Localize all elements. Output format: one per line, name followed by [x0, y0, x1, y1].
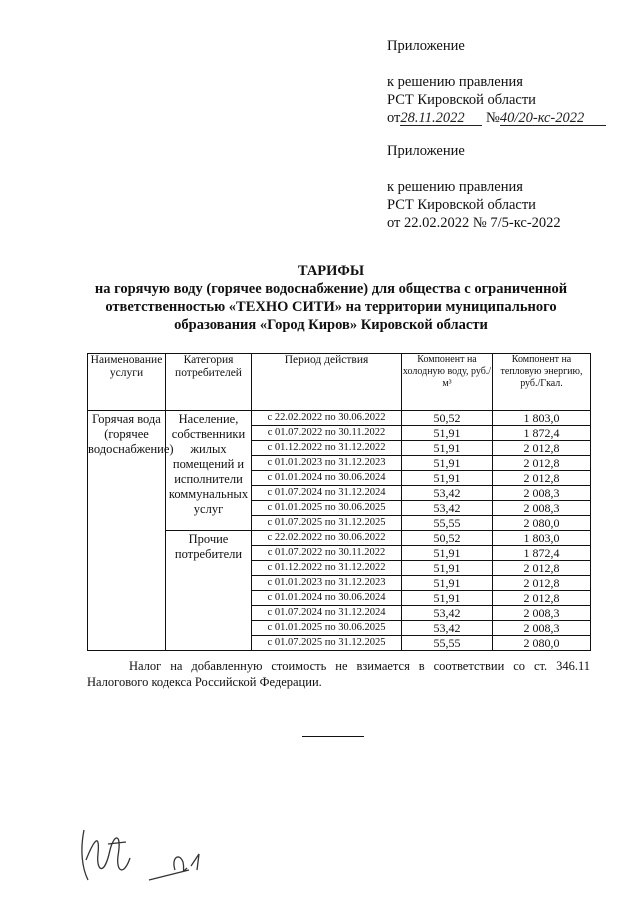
period-cell: с 01.01.2023 по 31.12.2023 [252, 576, 402, 591]
period-cell: с 01.07.2024 по 31.12.2024 [252, 606, 402, 621]
service-name-cell: Горячая вода (горячее водоснабжение) [88, 411, 166, 651]
heat-energy-cell: 1 803,0 [493, 531, 591, 546]
authority-line: РСТ Кировской области [387, 92, 536, 108]
cold-water-cell: 50,52 [402, 411, 493, 426]
heat-energy-cell: 1 803,0 [493, 411, 591, 426]
table-row [88, 411, 591, 426]
period-cell: с 01.07.2022 по 30.11.2022 [252, 426, 402, 441]
period-cell: с 01.01.2024 по 30.06.2024 [252, 591, 402, 606]
cold-water-cell: 50,52 [402, 531, 493, 546]
handwritten-number: 40/20-кс-2022 [500, 111, 606, 126]
cold-water-cell: 51,91 [402, 456, 493, 471]
period-cell: с 22.02.2022 по 30.06.2022 [252, 531, 402, 546]
appendix-label: Приложение [387, 38, 465, 54]
cold-water-cell: 51,91 [402, 591, 493, 606]
tax-note-line-1: Налог на добавленную стоимость не взимается в соответствии со ст. 346.11 [129, 659, 590, 673]
header-heat-energy: Компонент на тепловую энергию, руб./Гкал. [493, 354, 591, 411]
tax-note-line-2: Налогового кодекса Российской Федерации. [87, 675, 322, 689]
table-header-row [88, 354, 591, 411]
heat-energy-cell: 1 872,4 [493, 546, 591, 561]
title-line-3: образования «Город Киров» Кировской области [174, 317, 488, 333]
category-cell: Население, собственники жилых помещений и исполнители коммунальных услуг [166, 411, 252, 531]
heat-energy-cell: 2 008,3 [493, 486, 591, 501]
heat-energy-cell: 2 012,8 [493, 576, 591, 591]
decision-date-line: от28.11.2022 №40/20-кс-2022 [387, 109, 606, 127]
tax-note [87, 658, 590, 690]
cold-water-cell: 53,42 [402, 621, 493, 636]
cold-water-cell: 51,91 [402, 546, 493, 561]
handwritten-date: 28.11.2022 [400, 111, 482, 126]
header-category: Категория потребителей [166, 354, 252, 411]
tariff-table [87, 353, 591, 651]
cold-water-cell: 55,55 [402, 636, 493, 651]
period-cell: с 01.07.2025 по 31.12.2025 [252, 636, 402, 651]
end-rule [302, 736, 364, 737]
header-service: Наименование услуги [88, 354, 166, 411]
period-cell: с 01.07.2022 по 30.11.2022 [252, 546, 402, 561]
category-cell: Прочие потребители [166, 531, 252, 651]
decision-line: к решению правления [387, 74, 523, 90]
header-period: Период действия [252, 354, 402, 411]
header-old [387, 142, 561, 232]
cold-water-cell: 51,91 [402, 441, 493, 456]
period-cell: с 01.01.2025 по 30.06.2025 [252, 501, 402, 516]
decision-line-old: к решению правления [387, 179, 523, 195]
cold-water-cell: 51,91 [402, 576, 493, 591]
heat-energy-cell: 2 012,8 [493, 456, 591, 471]
authority-line-old: РСТ Кировской области [387, 197, 536, 213]
header-new [387, 37, 606, 127]
cold-water-cell: 53,42 [402, 501, 493, 516]
period-cell: с 01.01.2025 по 30.06.2025 [252, 621, 402, 636]
cold-water-cell: 51,91 [402, 561, 493, 576]
signature-mark-left [70, 820, 140, 890]
title-line-2: ответственностью «ТЕХНО СИТИ» на территории муниципального [105, 299, 557, 315]
period-cell: с 01.12.2022 по 31.12.2022 [252, 561, 402, 576]
heat-energy-cell: 2 012,8 [493, 441, 591, 456]
period-cell: с 01.07.2025 по 31.12.2025 [252, 516, 402, 531]
cold-water-cell: 55,55 [402, 516, 493, 531]
title-heading: ТАРИФЫ [297, 263, 365, 279]
cold-water-cell: 51,91 [402, 426, 493, 441]
cold-water-cell: 53,42 [402, 606, 493, 621]
heat-energy-cell: 2 008,3 [493, 606, 591, 621]
cold-water-cell: 53,42 [402, 486, 493, 501]
heat-energy-cell: 2 012,8 [493, 471, 591, 486]
document-title [78, 262, 584, 334]
cold-water-cell: 51,91 [402, 471, 493, 486]
heat-energy-cell: 2 012,8 [493, 561, 591, 576]
period-cell: с 01.07.2024 по 31.12.2024 [252, 486, 402, 501]
signature-mark-right [145, 840, 215, 885]
title-line-1: на горячую воду (горячее водоснабжение) для общества с ограниченной [94, 281, 568, 297]
heat-energy-cell: 2 008,3 [493, 621, 591, 636]
heat-energy-cell: 1 872,4 [493, 426, 591, 441]
period-cell: с 22.02.2022 по 30.06.2022 [252, 411, 402, 426]
period-cell: с 01.01.2023 по 31.12.2023 [252, 456, 402, 471]
heat-energy-cell: 2 080,0 [493, 636, 591, 651]
decision-date-line-old: от 22.02.2022 № 7/5-кс-2022 [387, 215, 561, 231]
appendix-label-old: Приложение [387, 143, 465, 159]
heat-energy-cell: 2 012,8 [493, 591, 591, 606]
period-cell: с 01.01.2024 по 30.06.2024 [252, 471, 402, 486]
heat-energy-cell: 2 008,3 [493, 501, 591, 516]
heat-energy-cell: 2 080,0 [493, 516, 591, 531]
period-cell: с 01.12.2022 по 31.12.2022 [252, 441, 402, 456]
header-cold-water: Компонент на холодную воду, руб./м³ [402, 354, 493, 411]
